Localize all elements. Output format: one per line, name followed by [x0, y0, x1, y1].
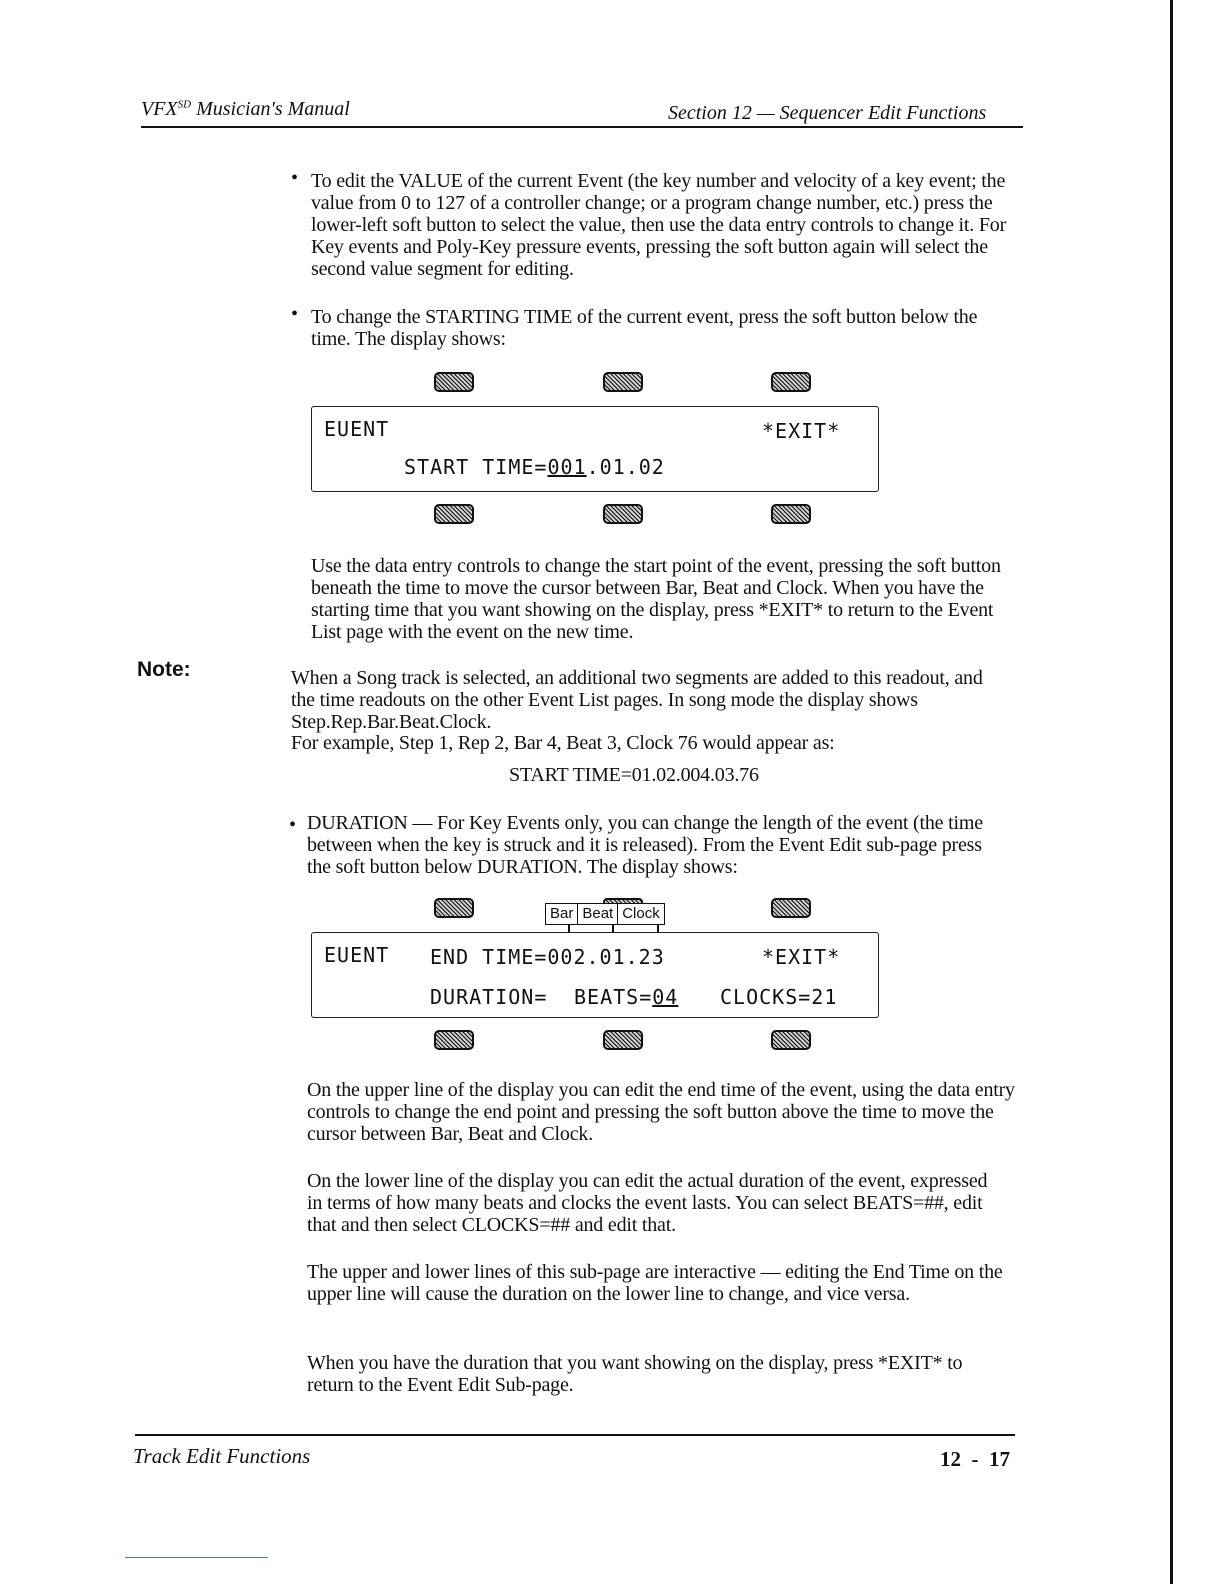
soft-button-lower-center[interactable]	[603, 1030, 643, 1050]
header-rule	[141, 126, 1023, 128]
note-example: For example, Step 1, Rep 2, Bar 4, Beat 3, Clock 76 would appear as:	[291, 732, 835, 754]
upper-line-paragraph: On the upper line of the display you can edit the end time of the event, using the data entry controls to change the end point and pressing the soft button above the time to move the cursor between Bar, Beat and Clock.	[307, 1079, 1015, 1145]
start-time-instructions: Use the data entry controls to change the start point of the event, pressing the soft button beneath the time to move the cursor between Bar, Beat and Clock. When you have the starting time that you want showing on the display, press *EXIT* to return to the Event List page with the event on the new time.	[311, 555, 1001, 643]
value-edit-paragraph: To edit the VALUE of the current Event (the key number and velocity of a key event; the value from 0 to 127 of a controller change; or a program change number, etc.) press the lower-left soft button to select the value, then use the data entry controls to change it. For Key events and Poly-Key pressure events, pressing the soft button again will select the second value segment for editing.	[311, 170, 1007, 280]
soft-button-upper-center[interactable]	[603, 372, 643, 392]
soft-button-upper-right[interactable]	[771, 898, 811, 918]
soft-button-lower-center[interactable]	[603, 504, 643, 524]
start-time-label: START TIME=	[404, 455, 548, 479]
beat-label: Beat	[578, 904, 618, 924]
header-left-title	[141, 98, 350, 121]
footer-rule	[135, 1434, 1015, 1436]
soft-button-lower-left[interactable]	[434, 1030, 474, 1050]
interactive-paragraph: The upper and lower lines of this sub-page are interactive — editing the End Time on the upper line will cause the duration on the lower line to change, and vice versa.	[307, 1261, 1003, 1305]
event-start-time-display	[311, 406, 879, 492]
soft-button-upper-right[interactable]	[771, 372, 811, 392]
header-product: VFX	[141, 98, 178, 120]
bullet-dot: •	[291, 167, 299, 189]
header-product-superscript: SD	[177, 98, 192, 111]
blue-footnote-rule	[125, 1557, 268, 1558]
lower-line-paragraph: On the lower line of the display you can edit the actual duration of the event, expressed in terms of how many beats and clocks the event lasts. You can select BEATS=##, edit that and then select CLOCKS=## and edit that.	[307, 1170, 988, 1236]
display-exit: *EXIT*	[762, 419, 841, 443]
bullet-dot: •	[289, 814, 297, 836]
display-title: EUENT	[324, 943, 390, 967]
beats-cursor: 04	[652, 985, 679, 1009]
footer-page-number: 12 - 17	[940, 1447, 1010, 1471]
bullet-dot: •	[291, 303, 299, 325]
note-label: Note:	[137, 658, 191, 681]
header-manual: Musician's Manual	[191, 98, 350, 120]
soft-button-upper-left[interactable]	[434, 898, 474, 918]
bar-label: Bar	[546, 904, 578, 924]
duration-label: DURATION=	[430, 985, 548, 1009]
note-text: When a Song track is selected, an additional two segments are added to this readout, and the time readouts on the other Event List pages. In song mode the display shows Step.Rep.Bar.Beat.Clock.	[291, 667, 983, 733]
duration-paragraph: DURATION — For Key Events only, you can change the length of the event (the time between when the key is struck and it is released). From the Event Edit sub-page press the soft button below DURATION. The display shows:	[307, 812, 983, 878]
footer-section: Track Edit Functions	[133, 1444, 311, 1468]
bar-beat-clock-label	[545, 903, 665, 925]
start-time-readout	[404, 455, 665, 479]
event-duration-display	[311, 932, 879, 1018]
page-edge-line	[1170, 0, 1173, 1584]
beats-readout	[574, 985, 678, 1009]
soft-button-lower-left[interactable]	[434, 504, 474, 524]
display-exit: *EXIT*	[762, 945, 841, 969]
soft-button-upper-left[interactable]	[434, 372, 474, 392]
exit-return-paragraph: When you have the duration that you want showing on the display, press *EXIT* to return to the Event Edit Sub-page.	[307, 1352, 963, 1396]
header-right-title: Section 12 — Sequencer Edit Functions	[668, 102, 987, 124]
start-time-beat-clock: .01.02	[586, 455, 665, 479]
soft-button-lower-right[interactable]	[771, 504, 811, 524]
beats-label: BEATS=	[574, 985, 653, 1009]
soft-button-lower-right[interactable]	[771, 1030, 811, 1050]
end-time-readout: END TIME=002.01.23	[430, 945, 665, 969]
clock-label: Clock	[622, 905, 660, 922]
display-title: EUENT	[324, 417, 390, 441]
start-time-bar-cursor: 001	[547, 455, 587, 479]
clocks-readout: CLOCKS=21	[720, 985, 838, 1009]
note-example-value: START TIME=01.02.004.03.76	[509, 764, 759, 786]
start-time-paragraph: To change the STARTING TIME of the current event, press the soft button below the time. The display shows:	[311, 306, 978, 350]
